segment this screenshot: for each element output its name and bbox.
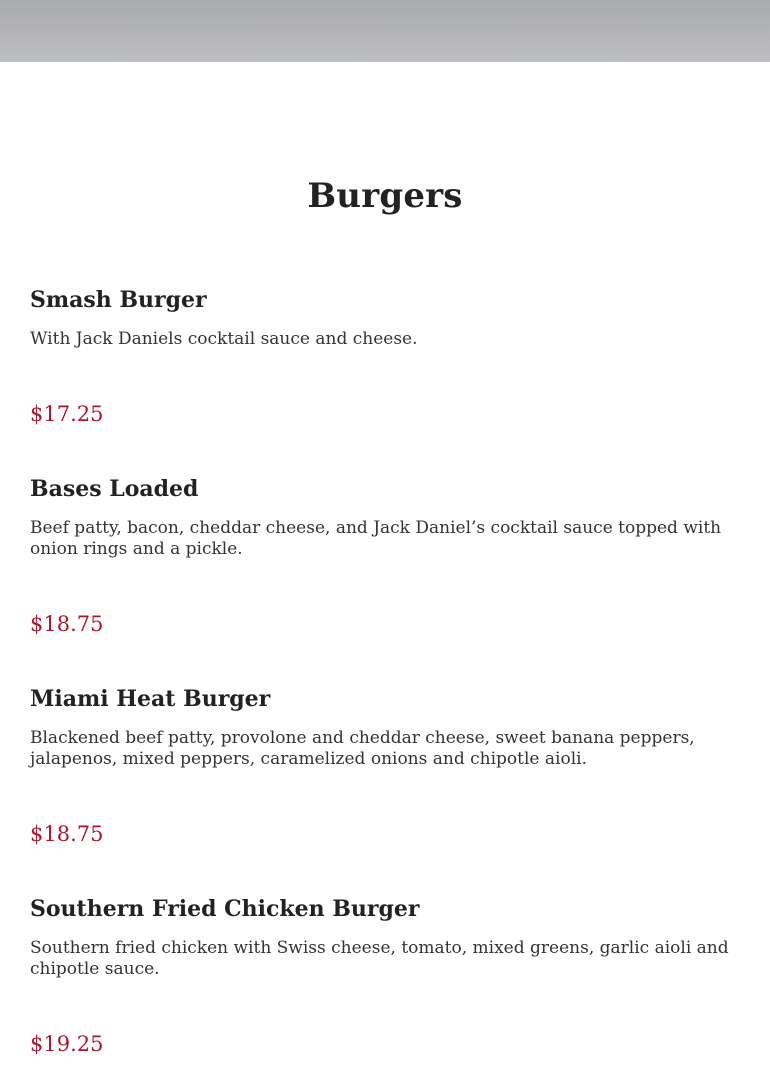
item-price: $18.75 <box>30 612 104 636</box>
item-name: Miami Heat Burger <box>30 686 271 712</box>
menu-item <box>30 474 730 636</box>
item-name: Bases Loaded <box>30 476 199 502</box>
item-description: With Jack Daniels cocktail sauce and cheese. <box>30 329 418 349</box>
item-price: $17.25 <box>30 402 104 426</box>
item-price: $18.75 <box>30 822 104 846</box>
menu-item <box>30 894 730 1056</box>
item-description: Beef patty, bacon, cheddar cheese, and Jack Daniel’s cocktail sauce topped with onion rings and a pickle. <box>30 518 722 559</box>
menu-item <box>30 285 730 426</box>
item-name: Smash Burger <box>30 287 207 313</box>
item-name: Southern Fried Chicken Burger <box>30 896 420 922</box>
item-price: $19.25 <box>30 1032 104 1056</box>
section-title: Burgers <box>307 176 463 216</box>
item-description: Blackened beef patty, provolone and cheddar cheese, sweet banana peppers, jalapenos, mixed peppers, caramelized onions and chipotle aioli. <box>30 728 695 769</box>
menu-item <box>30 684 730 846</box>
item-description: Southern fried chicken with Swiss cheese, tomato, mixed greens, garlic aioli and chipotle sauce. <box>30 938 729 979</box>
header-bar <box>0 0 770 62</box>
